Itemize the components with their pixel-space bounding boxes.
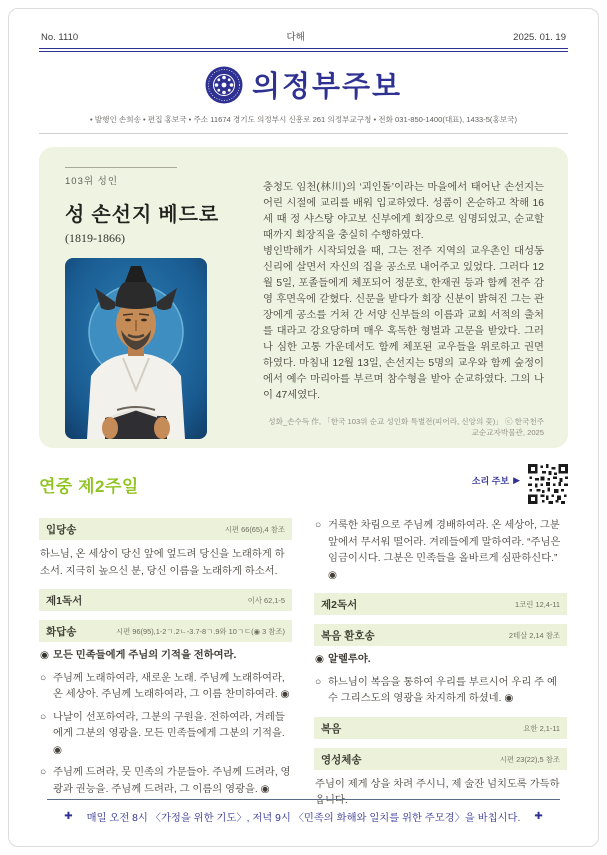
footer-notice: [47, 809, 560, 824]
double-rule: [39, 48, 568, 52]
saint-portrait-image: [65, 258, 207, 439]
saint-years: (1819-1866): [65, 231, 125, 245]
psalm-verse: ○ 주님께 노래하여라, 새로운 노래. 주님께 노래하여라, 온 세상아. 주님께 노래하여라, 그 이름 찬미하여라. ◉: [40, 672, 290, 700]
acclamation-verse: ○ 하느님이 복음을 통하여 우리를 부르시어 우리 주 예수 그리스도의 영광을 차지하게 하셨네. ◉: [315, 676, 557, 704]
section-gospel-acclamation: 복음 환호송 2테살 2,14 참조: [314, 624, 567, 646]
liturgy-right-column: [314, 518, 567, 813]
sunday-heading-row: [39, 464, 568, 504]
saint-badge: 103위 성인: [65, 167, 177, 187]
liturgy-left-column: [39, 518, 292, 813]
section-second-reading: 제2독서 1코린 12,4-11: [314, 593, 567, 615]
communion-antiphon-text: 주님이 제게 상을 차려 주시니, 제 술잔 넘치도록 가득하옵니다.: [315, 778, 560, 806]
masthead-divider: [39, 133, 568, 134]
qr-code-icon: [528, 464, 568, 504]
section-communion-antiphon: 영성체송 시편 23(22),5 참조: [314, 748, 567, 770]
sunday-title: 연중 제2주일: [39, 477, 139, 496]
issue-number: No. 1110: [41, 32, 79, 43]
saint-bio-paragraph-2: 병인박해가 시작되었을 때, 그는 전주 지역의 교우촌인 대성동 신리에 살면서 자신의 집을 공소로 내어주고 있었다. 그러다 12월 5일, 포졸들에게 체포되어 정문호, 한재권 등과 함께 전주 감영 후면옥에 갇혔다. 신문을 받다가 회장 신분이 밝혀진 그는 관장에게 공소를 거쳐 간 서양 신부들의 이름과 교회 서적의 출처를 대라고 강요당하며 매우 혹독한 형벌과 고문을 받았다. 그러나 심한 고통 가운데서도 함께 체포된 교우들을 위로하고 권면하였다. 마침내 12월 13일, 손선지는 5명의 교우와 함께 숲정이에서 예수 마리아를 부르며 참수형을 받아 순교하였다. 그의 나이 47세였다.: [263, 246, 544, 401]
bulletin-page: [8, 8, 599, 847]
audio-bulletin-link: [472, 464, 520, 487]
liturgical-cycle: 다해: [286, 32, 305, 43]
play-arrow-icon: ▶: [513, 475, 520, 485]
cross-icon: ✚: [534, 811, 543, 822]
artwork-caption: 성화_손수득 作, 「한국 103위 순교 성인화 특별전(피어라, 신앙의 꽃)」 ⓒ 한국천주교순교자박물관, 2025: [268, 417, 544, 437]
saint-feature-box: [39, 147, 568, 448]
issue-date: 2025. 01. 19: [513, 32, 566, 43]
section-first-reading: 제1독서 이사 62,1-5: [39, 589, 292, 611]
section-responsorial-psalm: 화답송 시편 96(95),1-2ㄱ.2ㄴ-3.7-8ㄱ.9와 10ㄱㄷ(◉ 3 참조): [39, 620, 292, 642]
psalm-verse: ○ 나날이 선포하여라, 그분의 구원을. 전하여라, 겨레들에게 그분의 영광을. 모든 민족들에게 그분의 기적을. ◉: [40, 711, 285, 756]
psalm-verse-continued: ○ 거룩한 차림으로 주님께 경배하여라. 온 세상아, 그분 앞에서 무서워 떨어라. 겨레들에게 말하여라. “주님은 임금이시다. 그분은 민족들을 올바르게 심판하신다.” ◉: [315, 520, 561, 581]
liturgy-columns: [39, 518, 568, 813]
saint-bio-paragraph-1: 충청도 임천(林川)의 ‘괴인돌’이라는 마을에서 태어난 손선지는 어린 시절에 교리를 배워 입교하였다. 성품이 온순하고 착해 16세 때 정 샤스탕 야고보 신부에게 회장으로 임명되었고, 순교할 때까지 회장직을 충실히 수행하였다.: [263, 182, 544, 241]
psalm-verse: ○ 주님께 드려라, 뭇 민족의 가문들아. 주님께 드려라, 영광과 권능을. 주님께 드려라, 그 이름의 영광을. ◉: [40, 767, 291, 795]
section-gospel: 복음 요한 2,1-11: [314, 717, 567, 739]
diocese-emblem-icon: [205, 66, 243, 104]
footer: [47, 799, 560, 824]
footer-notice-text: 매일 오전 8시 〈가정을 위한 기도〉, 저녁 9시 〈민족의 화해와 일치를 위한 주모경〉을 바칩시다.: [86, 813, 521, 824]
audio-bulletin-label: 소리 주보: [471, 476, 510, 486]
masthead: [39, 64, 568, 105]
saint-name: 성 손선지 베드로: [65, 204, 220, 226]
footer-divider: [47, 799, 560, 800]
bulletin-title: 의정부주보: [251, 71, 403, 103]
psalm-refrain: ◉ 모든 민족들에게 주님의 기적을 전하여라.: [40, 650, 237, 661]
entrance-antiphon-text: 하느님, 온 세상이 당신 앞에 엎드려 당신을 노래하게 하소서. 지극히 높으신 분, 당신 이름을 노래하게 하소서.: [40, 549, 285, 577]
header-row: [39, 29, 568, 43]
section-entrance-antiphon: 입당송 시편 66(65),4 참조: [39, 518, 292, 540]
cross-icon: ✚: [64, 811, 73, 822]
acclamation-refrain: ◉ 알렐루야.: [315, 654, 371, 665]
publisher-line: • 발행인 손희송 • 편집 홍보국 • 주소 11674 경기도 의정부시 신흥로 261 의정부교구청 • 전화 031-850-1400(대표), 1433-5(홍보국): [90, 115, 517, 124]
